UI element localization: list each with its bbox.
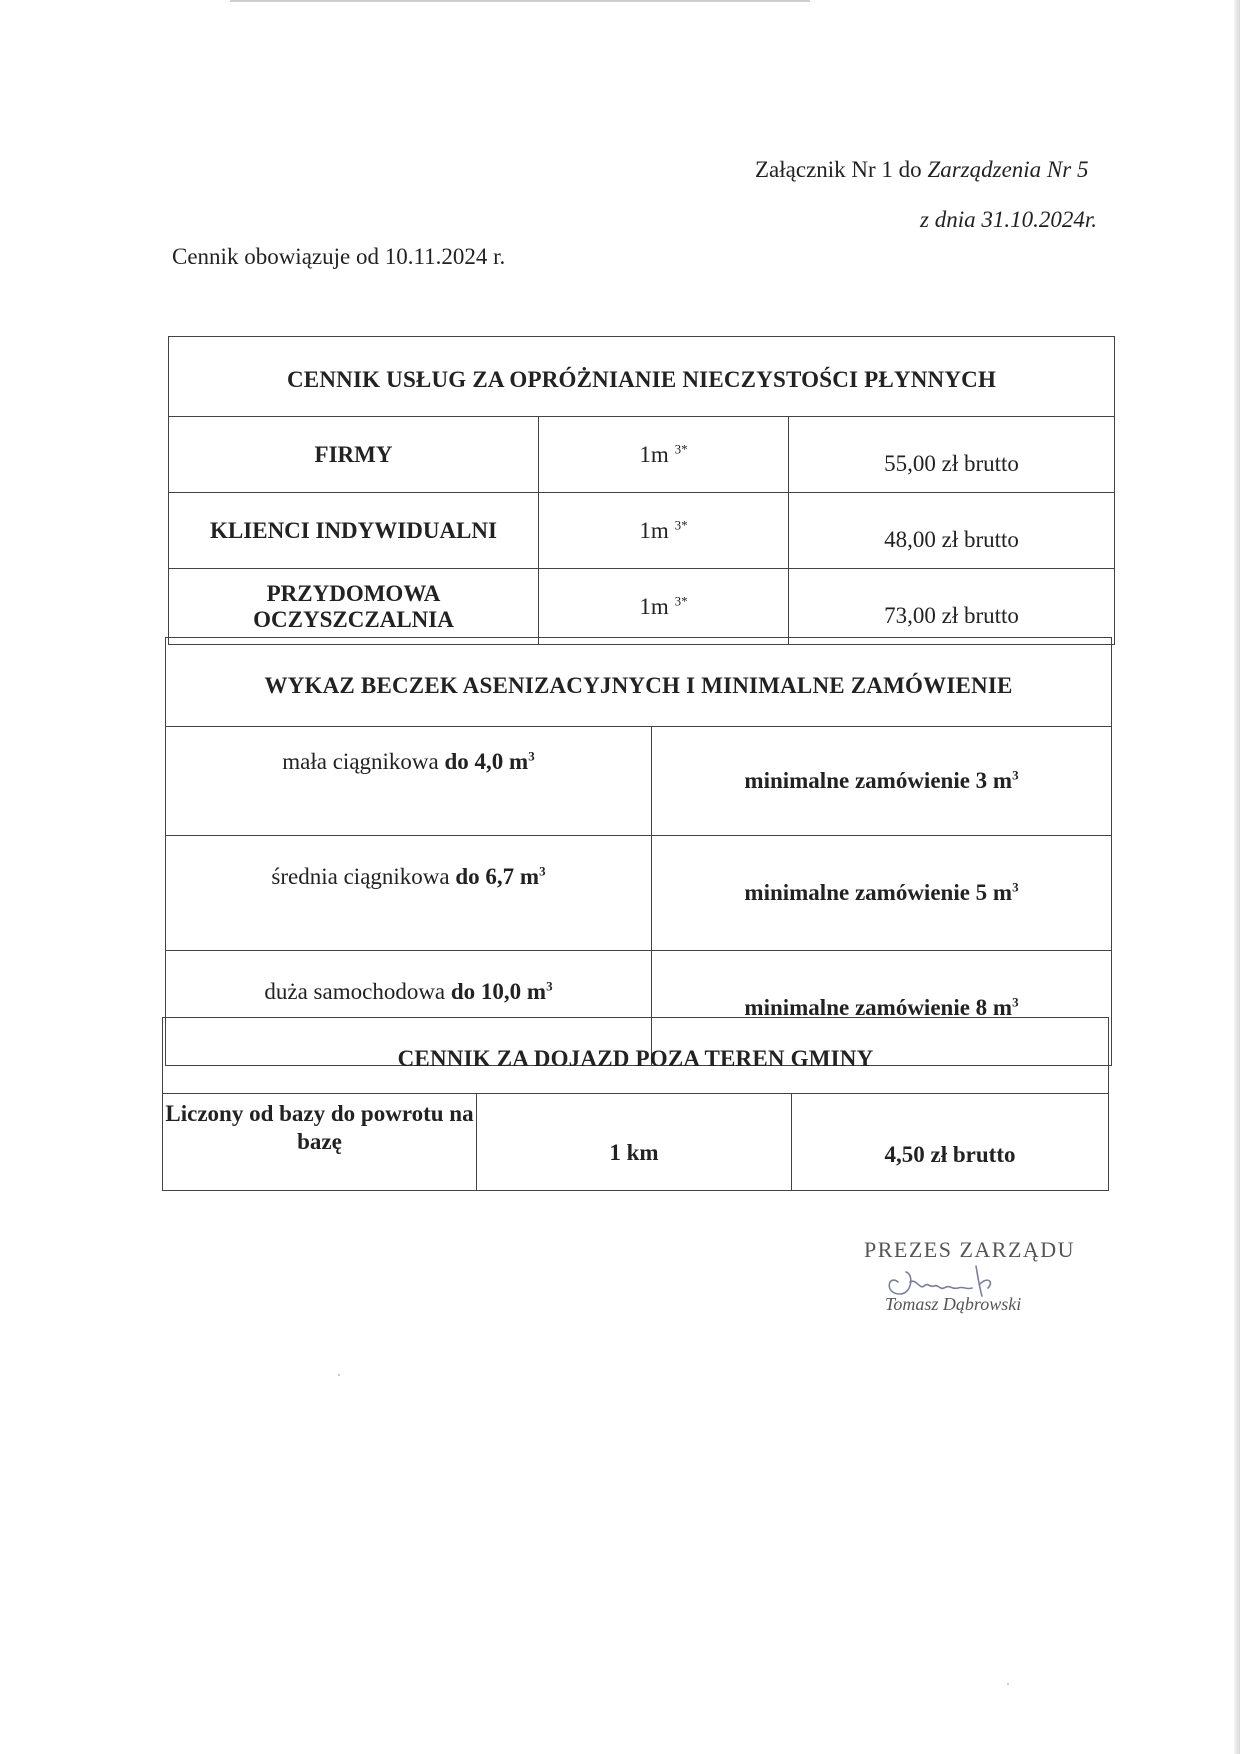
minimum-order: minimalne zamówienie 3 m (744, 768, 1013, 793)
capacity-superscript: 3 (539, 863, 546, 879)
table-title: CENNIK USŁUG ZA OPRÓŻNIANIE NIECZYSTOŚCI PŁYNNYCH (169, 337, 1115, 417)
table-row (169, 493, 1115, 569)
barrels-table (165, 637, 1112, 1066)
table-row (163, 1094, 1109, 1191)
barrel-type-cell (166, 727, 652, 836)
barrel-type-cell (166, 836, 652, 951)
price: 48,00 zł brutto (789, 493, 1115, 569)
table-row (169, 569, 1115, 645)
capacity-superscript: 3 (528, 748, 535, 764)
table-title-row (163, 1018, 1109, 1094)
travel-price: 4,50 zł brutto (792, 1094, 1109, 1191)
table-row (169, 417, 1115, 493)
minimum-superscript: 3 (1012, 767, 1019, 783)
effective-date: Cennik obowiązuje od 10.11.2024 r. (172, 244, 506, 269)
scan-artifact-top-line (230, 0, 810, 2)
scan-artifact-dot (338, 1374, 340, 1376)
client-type: KLIENCI INDYWIDUALNI (169, 493, 539, 569)
unit-cell (539, 569, 789, 645)
unit-superscript: 3* (674, 516, 688, 532)
minimum-order: minimalne zamówienie 5 m (744, 880, 1013, 905)
minimum-order-cell (652, 727, 1112, 836)
table-title-row (169, 337, 1115, 417)
unit: 1m (639, 517, 669, 543)
minimum-superscript: 3 (1012, 879, 1019, 895)
scan-artifact-dot (1007, 1683, 1009, 1685)
stamp-title: PREZES ZARZĄDU (864, 1237, 1076, 1262)
barrel-type: średnia ciągnikowa (271, 864, 450, 889)
barrel-capacity: do 4,0 m (444, 749, 529, 774)
minimum-order-cell (652, 836, 1112, 951)
client-type: FIRMY (169, 417, 539, 493)
barrel-type: mała ciągnikowa (282, 749, 439, 774)
capacity-superscript: 3 (546, 978, 553, 994)
minimum-superscript: 3 (1012, 994, 1019, 1010)
signatory-name: Tomasz Dąbrowski (885, 1294, 1022, 1314)
price: 55,00 zł brutto (789, 417, 1115, 493)
barrel-capacity: do 6,7 m (455, 864, 540, 889)
table-title: CENNIK ZA DOJAZD POZA TEREN GMINY (163, 1018, 1109, 1094)
unit-cell (539, 417, 789, 493)
barrel-type: duża samochodowa (264, 979, 446, 1004)
unit: 1m (639, 441, 669, 467)
table-row (166, 836, 1112, 951)
travel-description: Liczony od bazy do powrotu na bazę (163, 1094, 477, 1191)
barrel-capacity: do 10,0 m (450, 979, 547, 1004)
unit: 1m (639, 593, 669, 619)
liquid-waste-price-table (168, 336, 1115, 645)
travel-price-table (162, 1017, 1109, 1191)
table-row (166, 727, 1112, 836)
attachment-date: z dnia 31.10.2024r. (920, 207, 1097, 232)
price: 73,00 zł brutto (789, 569, 1115, 645)
client-type: PRZYDOMOWA OCZYSZCZALNIA (169, 569, 539, 645)
unit-cell (539, 493, 789, 569)
scan-artifact-right-edge (1234, 0, 1240, 1754)
attachment-header (755, 157, 1088, 183)
unit-superscript: 3* (674, 592, 688, 608)
attachment-order: Zarządzenia Nr 5 (927, 157, 1089, 182)
attachment-prefix: Załącznik Nr 1 do (755, 157, 928, 182)
travel-unit: 1 km (477, 1094, 792, 1191)
minimum-order: minimalne zamówienie 8 m (744, 995, 1013, 1020)
table-title-row (166, 638, 1112, 727)
unit-superscript: 3* (674, 440, 688, 456)
table-title: WYKAZ BECZEK ASENIZACYJNYCH I MINIMALNE ZAMÓWIENIE (166, 638, 1112, 727)
